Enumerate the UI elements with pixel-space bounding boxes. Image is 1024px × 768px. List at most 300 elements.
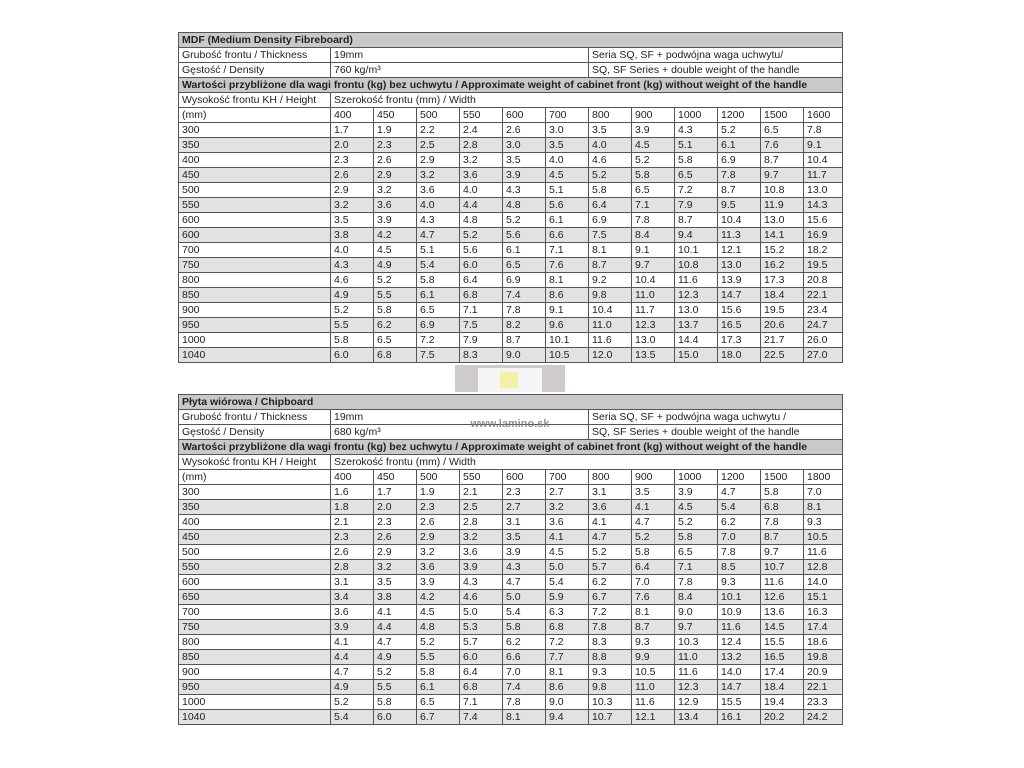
weight-cell: 12.8 [804,560,843,575]
weight-cell: 4.1 [589,515,632,530]
weight-cell: 12.1 [632,710,675,725]
weight-cell: 4.0 [417,198,460,213]
weight-cell: 4.3 [331,258,374,273]
table-row [179,213,843,228]
weight-cell: 8.1 [546,273,589,288]
table-row [179,500,843,515]
table-row [179,273,843,288]
density-label: Gęstość / Density [179,63,331,78]
weight-cell: 27.0 [804,348,843,363]
weight-cell: 6.1 [417,680,460,695]
weight-cell: 7.4 [503,680,546,695]
weight-cell: 9.2 [589,273,632,288]
weight-cell: 10.4 [804,153,843,168]
weight-cell: 9.3 [589,665,632,680]
weight-cell: 7.0 [632,575,675,590]
weight-cell: 5.2 [589,545,632,560]
weight-cell: 20.8 [804,273,843,288]
width-values-row [179,470,843,485]
weight-cell: 9.7 [761,545,804,560]
weight-cell: 5.8 [675,530,718,545]
weight-cell: 16.3 [804,605,843,620]
weight-cell: 4.8 [417,620,460,635]
weight-cell: 4.0 [546,153,589,168]
weight-cell: 6.1 [503,243,546,258]
weight-cell: 3.6 [331,605,374,620]
weight-cell: 5.0 [460,605,503,620]
weight-cell: 5.6 [503,228,546,243]
weight-cell: 24.7 [804,318,843,333]
weight-cell: 9.7 [632,258,675,273]
weight-cell: 4.6 [589,153,632,168]
weight-cell: 13.0 [804,183,843,198]
weight-cell: 4.5 [374,243,417,258]
weight-cell: 26.0 [804,333,843,348]
weight-cell: 2.3 [417,500,460,515]
weight-cell: 6.6 [503,650,546,665]
weight-cell: 5.2 [718,123,761,138]
thickness-value: 19mm [331,48,589,63]
height-cell: 750 [179,620,331,635]
height-column-header: Wysokość frontu KH / Height [179,455,331,470]
weight-cell: 9.0 [546,695,589,710]
table-row [179,650,843,665]
height-cell: 1040 [179,710,331,725]
weight-cell: 23.4 [804,303,843,318]
weight-cell: 15.0 [675,348,718,363]
weight-cell: 8.7 [632,620,675,635]
weight-cell: 6.5 [632,183,675,198]
weight-cell: 5.0 [503,590,546,605]
weight-cell: 3.9 [331,620,374,635]
weight-cell: 6.0 [331,348,374,363]
weight-cell: 8.7 [761,153,804,168]
weight-cell: 11.6 [718,620,761,635]
weight-cell: 7.8 [675,575,718,590]
table-row [179,288,843,303]
weight-cell: 2.0 [374,500,417,515]
weight-cell: 22.1 [804,680,843,695]
height-cell: 400 [179,153,331,168]
weight-cell: 7.1 [675,560,718,575]
width-header-cell: 400 [331,108,374,123]
weight-cell: 5.8 [632,545,675,560]
height-cell: 600 [179,213,331,228]
density-value: 760 kg/m³ [331,63,589,78]
weight-cell: 16.2 [761,258,804,273]
weight-cell: 6.4 [589,198,632,213]
weight-cell: 6.0 [374,710,417,725]
table-row [179,710,843,725]
series-note-line2: SQ, SF Series + double weight of the handle [589,63,843,78]
weight-cell: 7.6 [546,258,589,273]
weight-cell: 2.8 [460,138,503,153]
width-header-cell: 1500 [761,108,804,123]
table-row [179,243,843,258]
weight-cell: 3.9 [632,123,675,138]
weight-cell: 2.9 [374,168,417,183]
weight-cell: 3.1 [331,575,374,590]
table-title: MDF (Medium Density Fibreboard) [179,33,843,48]
weight-cell: 5.4 [417,258,460,273]
weight-cell: 6.4 [460,665,503,680]
width-header-cell: 700 [546,470,589,485]
weight-cell: 4.9 [374,258,417,273]
height-cell: 650 [179,590,331,605]
height-cell: 300 [179,485,331,500]
weight-cell: 7.1 [632,198,675,213]
width-header-cell: 500 [417,470,460,485]
height-cell: 600 [179,575,331,590]
width-header-cell: 550 [460,470,503,485]
weight-cell: 5.0 [546,560,589,575]
weight-cell: 3.6 [374,198,417,213]
weight-cell: 10.8 [761,183,804,198]
weight-cell: 3.2 [460,530,503,545]
weight-cell: 14.3 [804,198,843,213]
weight-cell: 11.9 [761,198,804,213]
weight-cell: 3.2 [374,183,417,198]
approx-weight-band [179,78,843,93]
weight-cell: 14.0 [804,575,843,590]
weight-cell: 4.7 [331,665,374,680]
thickness-value: 19mm [331,410,589,425]
height-cell: 850 [179,288,331,303]
height-cell: 700 [179,605,331,620]
weight-cell: 6.2 [718,515,761,530]
weight-cell: 5.4 [503,605,546,620]
height-cell: 950 [179,680,331,695]
weight-cell: 6.1 [546,213,589,228]
weight-cell: 14.1 [761,228,804,243]
table-row [179,348,843,363]
weight-cell: 16.1 [718,710,761,725]
weight-cell: 3.9 [460,560,503,575]
weight-cell: 8.3 [460,348,503,363]
weight-cell: 8.4 [632,228,675,243]
weight-cell: 7.5 [417,348,460,363]
weight-cell: 21.7 [761,333,804,348]
height-cell: 400 [179,515,331,530]
weight-cell: 7.4 [503,288,546,303]
weight-cell: 1.7 [374,485,417,500]
weight-cell: 1.9 [417,485,460,500]
weight-cell: 5.4 [718,500,761,515]
weight-cell: 5.8 [417,273,460,288]
height-cell: 450 [179,530,331,545]
weight-cell: 6.1 [718,138,761,153]
weight-cell: 5.1 [546,183,589,198]
header-row [179,93,843,108]
height-cell: 550 [179,198,331,213]
weight-cell: 3.2 [331,198,374,213]
weight-cell: 6.4 [632,560,675,575]
weight-cell: 16.5 [761,650,804,665]
height-cell: 500 [179,545,331,560]
weight-cell: 2.9 [417,153,460,168]
weight-cell: 4.7 [589,530,632,545]
table-row [179,545,843,560]
weight-cell: 3.0 [546,123,589,138]
weight-cell: 9.0 [675,605,718,620]
weight-cell: 16.5 [718,318,761,333]
width-header-cell: 1800 [804,470,843,485]
height-cell: 1000 [179,695,331,710]
weight-cell: 3.9 [374,213,417,228]
width-column-header: Szerokość frontu (mm) / Width [331,455,843,470]
weight-cell: 5.6 [460,243,503,258]
weight-cell: 2.8 [331,560,374,575]
width-header-cell: 450 [374,108,417,123]
series-note-line1: Seria SQ, SF + podwójna waga uchwytu / [589,410,843,425]
weight-cell: 5.1 [417,243,460,258]
approx-weight-caption: Wartości przybliżone dla wagi frontu (kg) bez uchwytu / Approximate weight of cabinet front (kg) without weight of the handle [179,440,843,455]
weight-cell: 8.3 [589,635,632,650]
thickness-row [179,48,843,63]
weight-cell: 5.2 [632,153,675,168]
table-row [179,168,843,183]
weight-cell: 7.4 [460,710,503,725]
weight-cell: 18.6 [804,635,843,650]
weight-cell: 2.9 [331,183,374,198]
weight-cell: 6.2 [589,575,632,590]
weight-cell: 11.6 [675,665,718,680]
weight-cell: 3.2 [546,500,589,515]
weight-cell: 3.5 [331,213,374,228]
width-header-cell: 1200 [718,108,761,123]
weight-cell: 7.8 [718,168,761,183]
height-cell: 1040 [179,348,331,363]
weight-cell: 1.8 [331,500,374,515]
width-header-cell: 900 [632,470,675,485]
weight-cell: 11.6 [761,575,804,590]
width-header-cell: 500 [417,108,460,123]
weight-cell: 8.6 [546,288,589,303]
series-note-line2: SQ, SF Series + double weight of the handle [589,425,843,440]
density-value: 680 kg/m³ [331,425,589,440]
weight-cell: 8.7 [675,213,718,228]
weight-cell: 8.1 [632,605,675,620]
weight-cell: 10.4 [718,213,761,228]
weight-cell: 11.6 [675,273,718,288]
weight-cell: 8.1 [589,243,632,258]
width-header-cell: 700 [546,108,589,123]
weight-cell: 6.5 [374,333,417,348]
weight-cell: 5.7 [589,560,632,575]
table-row [179,123,843,138]
weight-cell: 5.8 [503,620,546,635]
chipboard-weight-table [178,394,843,725]
weight-cell: 8.4 [675,590,718,605]
height-cell: 350 [179,500,331,515]
weight-cell: 3.9 [503,168,546,183]
weight-cell: 4.5 [675,500,718,515]
weight-cell: 9.3 [718,575,761,590]
table-row [179,138,843,153]
weight-cell: 13.9 [718,273,761,288]
height-cell: 900 [179,303,331,318]
table-row [179,198,843,213]
approx-weight-band [179,440,843,455]
thickness-label: Grubość frontu / Thickness [179,410,331,425]
weight-cell: 15.6 [718,303,761,318]
weight-cell: 4.4 [331,650,374,665]
table-row [179,333,843,348]
weight-cell: 2.9 [374,545,417,560]
weight-cell: 3.2 [417,168,460,183]
weight-cell: 7.8 [589,620,632,635]
table-row [179,590,843,605]
weight-cell: 9.8 [589,288,632,303]
weight-cell: 12.6 [761,590,804,605]
weight-cell: 5.5 [331,318,374,333]
weight-cell: 14.5 [761,620,804,635]
weight-cell: 2.9 [417,530,460,545]
weight-cell: 5.3 [460,620,503,635]
weight-cell: 7.0 [718,530,761,545]
weight-cell: 9.0 [503,348,546,363]
weight-cell: 4.9 [331,680,374,695]
weight-cell: 5.2 [460,228,503,243]
weight-cell: 13.4 [675,710,718,725]
weight-cell: 10.1 [675,243,718,258]
weight-cell: 6.6 [546,228,589,243]
weight-cell: 11.0 [632,680,675,695]
weight-cell: 3.6 [460,545,503,560]
weight-cell: 10.3 [589,695,632,710]
weight-cell: 2.1 [331,515,374,530]
weight-cell: 5.9 [546,590,589,605]
weight-cell: 11.7 [632,303,675,318]
height-cell: 450 [179,168,331,183]
weight-cell: 14.7 [718,288,761,303]
weight-cell: 7.6 [761,138,804,153]
weight-cell: 7.2 [589,605,632,620]
weight-cell: 5.1 [675,138,718,153]
weight-cell: 19.5 [804,258,843,273]
weight-cell: 1.7 [331,123,374,138]
weight-cell: 5.2 [589,168,632,183]
weight-cell: 6.4 [460,273,503,288]
weight-cell: 5.4 [546,575,589,590]
weight-cell: 10.5 [632,665,675,680]
mdf-weight-table [178,32,843,363]
weight-cell: 4.3 [675,123,718,138]
table-row [179,153,843,168]
width-column-header: Szerokość frontu (mm) / Width [331,93,843,108]
density-row [179,63,843,78]
weight-cell: 12.9 [675,695,718,710]
weight-cell: 6.5 [417,303,460,318]
height-cell: 1000 [179,333,331,348]
weight-cell: 13.2 [718,650,761,665]
weight-cell: 2.3 [374,515,417,530]
weight-cell: 7.1 [546,243,589,258]
width-header-cell: 900 [632,108,675,123]
weight-cell: 19.8 [804,650,843,665]
weight-cell: 9.1 [632,243,675,258]
weight-cell: 15.5 [761,635,804,650]
weight-cell: 2.6 [417,515,460,530]
weight-cell: 3.2 [460,153,503,168]
weight-cell: 3.4 [331,590,374,605]
weight-cell: 4.6 [331,273,374,288]
weight-cell: 9.9 [632,650,675,665]
weight-cell: 7.8 [503,695,546,710]
weight-cell: 5.8 [417,665,460,680]
width-header-cell: 800 [589,470,632,485]
height-column-header: Wysokość frontu KH / Height [179,93,331,108]
height-cell: 300 [179,123,331,138]
weight-cell: 5.8 [374,303,417,318]
weight-cell: 4.6 [460,590,503,605]
table-row [179,695,843,710]
weight-cell: 3.2 [417,545,460,560]
weight-cell: 4.1 [632,500,675,515]
weight-cell: 11.6 [804,545,843,560]
table-row [179,303,843,318]
weight-cell: 7.1 [460,303,503,318]
weight-cell: 4.5 [632,138,675,153]
weight-cell: 4.7 [417,228,460,243]
weight-cell: 3.6 [460,168,503,183]
weight-cell: 7.0 [503,665,546,680]
weight-cell: 7.5 [460,318,503,333]
weight-cell: 13.5 [632,348,675,363]
width-header-cell: 450 [374,470,417,485]
weight-cell: 6.7 [417,710,460,725]
weight-cell: 3.9 [417,575,460,590]
weight-cell: 3.5 [503,530,546,545]
weight-cell: 13.0 [632,333,675,348]
weight-cell: 10.4 [632,273,675,288]
weight-cell: 4.2 [417,590,460,605]
weight-cell: 9.4 [675,228,718,243]
weight-cell: 7.8 [718,545,761,560]
weight-cell: 3.5 [632,485,675,500]
weight-cell: 24.2 [804,710,843,725]
weight-cell: 15.2 [761,243,804,258]
weight-cell: 4.0 [331,243,374,258]
weight-cell: 7.8 [632,213,675,228]
weight-cell: 17.4 [761,665,804,680]
weight-cell: 10.7 [589,710,632,725]
weight-cell: 17.4 [804,620,843,635]
watermark-text: www.lamino.sk [470,418,550,430]
table-row [179,258,843,273]
weight-cell: 9.6 [546,318,589,333]
weight-cell: 8.1 [546,665,589,680]
height-cell: 550 [179,560,331,575]
weight-cell: 6.2 [374,318,417,333]
weight-cell: 2.3 [331,530,374,545]
weight-cell: 9.4 [546,710,589,725]
weight-cell: 19.5 [761,303,804,318]
width-header-cell: 800 [589,108,632,123]
weight-cell: 4.1 [374,605,417,620]
weight-cell: 4.5 [546,168,589,183]
weight-cell: 17.3 [761,273,804,288]
weight-cell: 14.7 [718,680,761,695]
width-header-cell: 1200 [718,470,761,485]
weight-cell: 7.2 [675,183,718,198]
weight-cell: 7.1 [460,695,503,710]
weight-cell: 7.5 [589,228,632,243]
height-cell: 800 [179,635,331,650]
weight-cell: 5.8 [589,183,632,198]
weight-cell: 8.2 [503,318,546,333]
weight-cell: 4.5 [546,545,589,560]
